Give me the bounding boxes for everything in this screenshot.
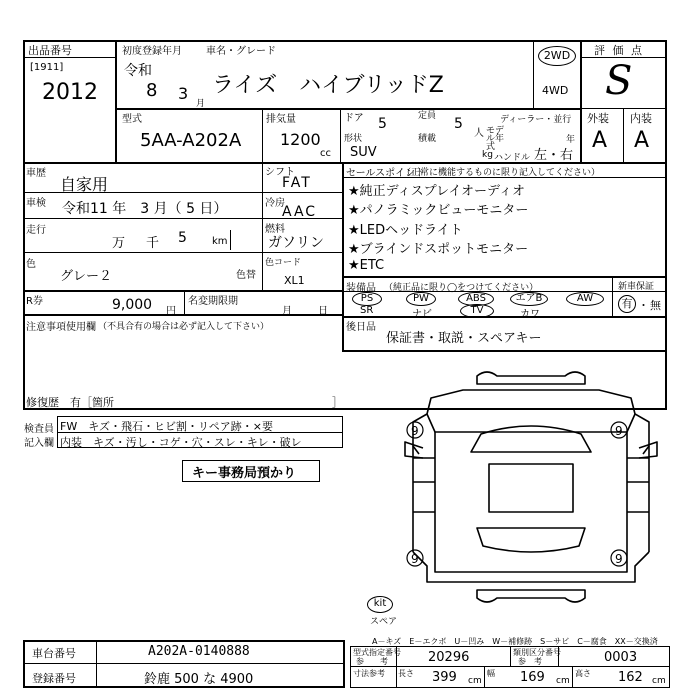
divider xyxy=(533,40,534,108)
warranty-yes: 有 xyxy=(621,297,633,310)
color-change-label: 色替 xyxy=(236,270,256,281)
sales-point-3: ★LEDヘッドライト xyxy=(348,223,463,238)
notes-sub: （不具合有の場合は必ず記入して下さい） xyxy=(98,322,270,332)
name-change-month: 月 xyxy=(282,306,292,317)
height: 162 xyxy=(618,670,643,685)
plate-number: 鈴鹿 500 な 4900 xyxy=(144,672,254,687)
warranty-yes-circle xyxy=(618,295,636,313)
class-label: 類別区分番号 xyxy=(513,648,561,657)
equip-abs-label: ABS xyxy=(466,293,486,304)
height-unit: cm xyxy=(652,676,666,686)
mark-rear-right: 9 xyxy=(615,552,623,566)
repair: 有［箇所 xyxy=(70,396,114,409)
width: 169 xyxy=(520,670,545,685)
inspection-label: 車検 xyxy=(26,198,46,209)
name-change-day: 日 xyxy=(318,306,328,317)
car-condition-diagram xyxy=(395,362,675,630)
color-code-label: 色コード xyxy=(265,258,302,268)
sales-point-1: ★純正ディスプレイオーディオ xyxy=(348,184,526,199)
divider xyxy=(340,108,341,162)
length-label: 長さ xyxy=(398,669,414,678)
drive-2wd: 2WD xyxy=(543,49,571,62)
equip-sr: SR xyxy=(360,305,374,316)
divider xyxy=(23,252,342,253)
divider xyxy=(580,40,582,162)
class-sub: 参 考 xyxy=(518,657,542,666)
equip-airbag-label: エアB xyxy=(515,293,543,304)
length-unit: cm xyxy=(468,676,482,686)
inspector-label-2: 記入欄 xyxy=(24,438,54,449)
equip-leather: カワ xyxy=(520,309,540,320)
load-unit: kg xyxy=(482,150,493,160)
era: 令和 xyxy=(124,63,152,79)
handle: 左・右 xyxy=(534,148,574,163)
inspection: 令和11 年 3 月（ 5 日） xyxy=(62,201,228,217)
recycle-fee: 9,000 xyxy=(112,297,153,313)
model: 5AA-A202A xyxy=(140,130,242,151)
equipment-label: 装備品 xyxy=(346,283,376,294)
color-code: XL1 xyxy=(284,274,305,287)
accessories-label: 後日品 xyxy=(346,322,376,333)
interior-label: 内装 xyxy=(630,112,652,125)
divider xyxy=(115,40,117,162)
drive-4wd: 4WD xyxy=(542,84,569,97)
ac: AAC xyxy=(282,204,318,220)
mileage-label: 走行 xyxy=(26,225,46,236)
divider xyxy=(262,162,263,290)
sales-point-2: ★パノラミックビューモニター xyxy=(348,203,529,218)
capacity: 5 xyxy=(454,116,463,132)
chassis-label: 車台番号 xyxy=(32,647,76,660)
chassis-number: A202A-0140888 xyxy=(148,644,250,659)
equip-ps xyxy=(352,292,382,306)
inspector-row-2: 内装 キズ・汚し・コゲ・穴・スレ・キレ・破レ xyxy=(60,436,302,449)
repair-label: 修復歴 xyxy=(26,396,59,409)
drive-2wd-circle xyxy=(538,46,576,66)
divider xyxy=(342,276,667,278)
divider xyxy=(184,290,185,314)
equip-ps-label: PS xyxy=(360,293,374,304)
divider xyxy=(23,218,342,219)
lot-label: 出品番号 xyxy=(28,44,72,57)
equip-pw-label: PW xyxy=(413,293,429,304)
class-number: 0003 xyxy=(604,650,638,665)
handle-label: ハンドル xyxy=(494,153,531,163)
name-change-label: 名変期限期 xyxy=(188,296,238,307)
model-year-label: モデル年式 xyxy=(486,126,505,152)
divider xyxy=(612,276,613,316)
inspector-label-1: 検査員 xyxy=(24,424,54,435)
shape: SUV xyxy=(350,145,377,160)
exterior-score: A xyxy=(592,128,608,153)
accessories: 保証書・取説・スペアキー xyxy=(386,331,542,346)
divider xyxy=(484,666,485,688)
length: 399 xyxy=(432,670,457,685)
lot-number: 2012 xyxy=(42,80,98,105)
height-label: 高さ xyxy=(575,669,591,678)
type-approval: 20296 xyxy=(428,650,470,665)
mark-rear-left: 9 xyxy=(411,552,419,566)
divider xyxy=(96,640,97,688)
divider xyxy=(510,646,511,666)
mileage-unit: km xyxy=(212,236,228,247)
sales-points-label: セールスポイント xyxy=(346,168,426,179)
equipment-sub: （純正品に限り◯をつけてください） xyxy=(384,283,539,293)
inspector-row-1: FW キズ・飛石・ヒビ割・リペア跡・×要 xyxy=(60,420,273,433)
model-label: 型式 xyxy=(122,114,142,125)
ac-label: 冷房 xyxy=(265,198,285,209)
width-label: 幅 xyxy=(487,669,495,678)
spare-kit: kit xyxy=(373,598,387,609)
divider xyxy=(623,108,624,162)
interior-score: A xyxy=(634,128,650,153)
grade-score: S xyxy=(605,58,633,104)
grade-label: 評 価 点 xyxy=(594,44,644,57)
displacement-label: 排気量 xyxy=(266,114,296,125)
width-unit: cm xyxy=(556,676,570,686)
usage: 自家用 xyxy=(60,175,109,194)
divider xyxy=(350,666,670,667)
divider xyxy=(230,230,231,250)
shift-label: シフト xyxy=(265,167,295,178)
car-name: ライズ ハイブリッドZ xyxy=(212,73,444,98)
displacement: 1200 xyxy=(280,130,321,149)
warranty-no: 無 xyxy=(650,299,661,312)
damage-legend: A－キズ E－エクボ U－凹み W－補修跡 S－サビ C－腐食 XX－交換済 xyxy=(372,637,658,646)
recycle-label: R券 xyxy=(26,296,43,307)
equip-aw-label: AW xyxy=(576,293,594,304)
shape-label: 形状 xyxy=(344,134,363,144)
divider xyxy=(342,177,667,178)
displacement-unit: cc xyxy=(320,148,331,159)
equip-tv-label: TV xyxy=(470,305,484,316)
equip-navi: ナビ xyxy=(412,309,432,320)
divider xyxy=(342,316,667,318)
equip-aw xyxy=(566,292,604,306)
year-mark: 年 xyxy=(566,135,576,145)
mileage-man: 万 xyxy=(112,236,126,251)
repair-end: ］ xyxy=(332,396,343,409)
notes-label: 注意事項使用欄 xyxy=(26,322,96,333)
spare-kit-circle xyxy=(367,596,393,613)
size-label: 寸法参考 xyxy=(353,669,385,678)
equip-pw xyxy=(406,292,436,306)
divider xyxy=(342,350,667,352)
mark-front-left: 9 xyxy=(411,424,419,438)
warranty-sep: ・ xyxy=(638,299,649,312)
first-reg-month: 3 xyxy=(178,84,189,103)
doors: 5 xyxy=(378,116,387,132)
shift: FAT xyxy=(282,175,312,191)
mileage-value: 5 xyxy=(178,230,187,246)
divider xyxy=(23,162,667,164)
mark-front-right: 9 xyxy=(615,424,623,438)
load-label: 積載 xyxy=(418,134,437,144)
lot-sub: [1911] xyxy=(30,62,64,73)
divider xyxy=(262,108,263,162)
sales-point-5: ★ETC xyxy=(348,258,385,273)
divider xyxy=(342,291,667,292)
divider xyxy=(23,290,342,292)
type-approval-label: 型式指定番号 xyxy=(353,648,401,657)
divider xyxy=(342,162,344,350)
first-reg-label: 初度登録年月 xyxy=(122,46,182,57)
divider xyxy=(23,663,345,664)
type-approval-sub: 参 考 xyxy=(356,657,388,666)
sales-points-sub: （正常に機能するものに限り記入してください） xyxy=(402,168,601,178)
capacity-label: 定員 xyxy=(418,111,437,121)
capacity-unit: 人 xyxy=(474,128,484,139)
first-reg-year: 8 xyxy=(146,80,158,101)
plate-label: 登録番号 xyxy=(32,672,76,685)
mileage-sen: 千 xyxy=(146,236,160,251)
divider xyxy=(23,192,342,193)
color: グレー２ xyxy=(60,269,113,284)
sales-point-4: ★ブラインドスポットモニター xyxy=(348,242,529,257)
divider xyxy=(572,666,573,688)
equip-airbag xyxy=(510,292,548,306)
divider xyxy=(23,314,342,316)
doors-label: ドア xyxy=(344,113,364,124)
usage-label: 車歴 xyxy=(26,168,46,179)
dealer-label: ディーラー・並行 xyxy=(500,115,572,125)
exterior-label: 外装 xyxy=(587,112,609,125)
spare-sub: スペア xyxy=(370,617,398,627)
recycle-unit: 円 xyxy=(166,306,176,317)
car-name-label: 車名・グレード xyxy=(206,46,276,57)
month-unit: 月 xyxy=(196,99,206,109)
new-car-label: 新車保証 xyxy=(618,282,655,292)
fuel-label: 燃料 xyxy=(265,224,285,235)
key-note: キー事務局預かり xyxy=(192,466,297,481)
color-label: 色 xyxy=(26,259,36,270)
fuel: ガソリン xyxy=(268,235,324,251)
